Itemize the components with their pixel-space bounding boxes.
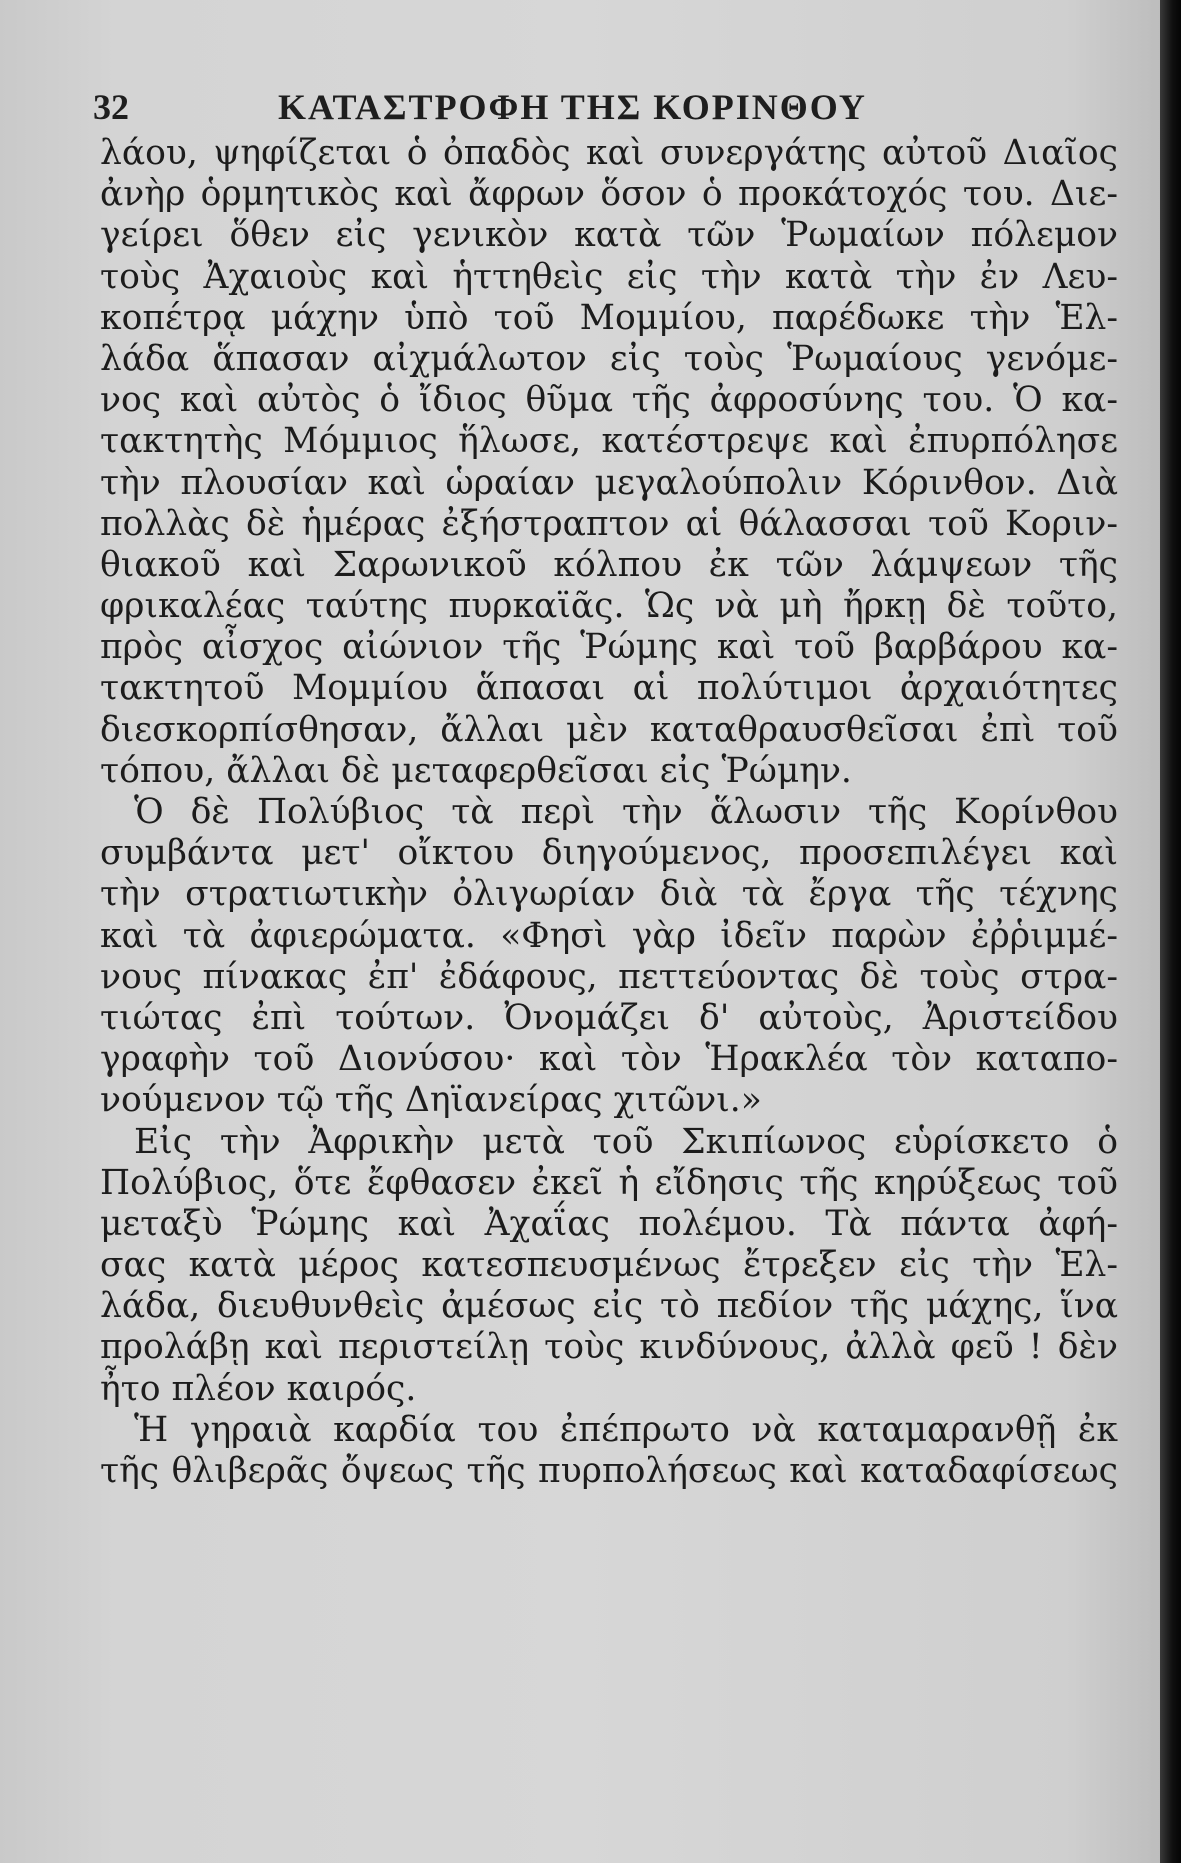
- text-line: Ἡ γηραιὰ καρδία του ἐπέπρωτο νὰ καταμαρανθῇ ἐκ: [134, 1409, 1118, 1450]
- text-line: τόπου, ἄλλαι δὲ μεταφερθεῖσαι εἰς Ῥώμην.: [100, 750, 852, 791]
- text-line: νους πίνακας ἐπ' ἐδάφους, πεττεύοντας δὲ τοὺς στρα-: [100, 956, 1118, 997]
- text-line: διεσκορπίσθησαν, ἄλλαι μὲν καταθραυσθεῖσαι ἐπὶ τοῦ: [100, 709, 1118, 750]
- text-line: ἦτο πλέον καιρός.: [100, 1368, 417, 1409]
- text-line: λάδα, διευθυνθεὶς ἀμέσως εἰς τὸ πεδίον τῆς μάχης, ἵνα: [100, 1286, 1118, 1327]
- text-line: γραφὴν τοῦ Διονύσου· καὶ τὸν Ἡρακλέα τὸν καταπο-: [100, 1039, 1118, 1080]
- text-line: τοὺς Ἀχαιοὺς καὶ ἡττηθεὶς εἰς τὴν κατὰ τὴν ἐν Λευ-: [100, 256, 1118, 297]
- text-line: ἀνὴρ ὁρμητικὸς καὶ ἄφρων ὅσον ὁ προκάτοχός του. Διε-: [100, 174, 1118, 215]
- text-line: συμβάντα μετ' οἴκτου διηγούμενος, προσεπιλέγει καὶ: [100, 833, 1118, 874]
- text-line: κοπέτρᾳ μάχην ὑπὸ τοῦ Μομμίου, παρέδωκε τὴν Ἑλ-: [100, 297, 1118, 338]
- page-number: 32: [93, 87, 129, 127]
- text-line: τακτητὴς Μόμμιος ἥλωσε, κατέστρεψε καὶ ἐπυρπόλησε: [100, 421, 1118, 462]
- text-line: θιακοῦ καὶ Σαρωνικοῦ κόλπου ἐκ τῶν λάμψεων τῆς: [100, 544, 1118, 585]
- text-line: φρικαλέας ταύτης πυρκαϊᾶς. Ὡς νὰ μὴ ἤρκῃ δὲ τοῦτο,: [100, 586, 1118, 627]
- text-line: προλάβῃ καὶ περιστείλῃ τοὺς κινδύνους, ἀλλὰ φεῦ ! δὲν: [100, 1327, 1118, 1368]
- page-header: [93, 86, 1093, 126]
- text-line: γείρει ὅθεν εἰς γενικὸν κατὰ τῶν Ῥωμαίων πόλεμον: [100, 215, 1118, 256]
- body-text: [100, 133, 1118, 1492]
- text-line: τῆς θλιβερᾶς ὄψεως τῆς πυρπολήσεως καὶ καταδαφίσεως: [100, 1451, 1118, 1491]
- text-line: καὶ τὰ ἀφιερώματα. «Φησὶ γὰρ ἰδεῖν παρὼν ἐῤῥιμμέ-: [100, 915, 1118, 956]
- text-line: τὴν στρατιωτικὴν ὀλιγωρίαν διὰ τὰ ἔργα τῆς τέχνης: [100, 874, 1118, 915]
- text-line: Εἰς τὴν Ἀφρικὴν μετὰ τοῦ Σκιπίωνος εὑρίσκετο ὁ: [134, 1121, 1118, 1162]
- text-line: λάου, ψηφίζεται ὁ ὀπαδὸς καὶ συνεργάτης αὐτοῦ Διαῖος: [100, 133, 1118, 173]
- text-line: νος καὶ αὐτὸς ὁ ἴδιος θῦμα τῆς ἀφροσύνης του. Ὁ κα-: [100, 380, 1118, 421]
- text-line: Ὁ δὲ Πολύβιος τὰ περὶ τὴν ἅλωσιν τῆς Κορίνθου: [134, 792, 1118, 832]
- text-line: νούμενον τῷ τῆς Δηϊανείρας χιτῶνι.»: [100, 1080, 762, 1121]
- text-line: σας κατὰ μέρος κατεσπευσμένως ἔτρεξεν εἰς τὴν Ἑλ-: [100, 1245, 1118, 1286]
- text-line: μεταξὺ Ῥώμης καὶ Ἀχαΐας πολέμου. Τὰ πάντα ἀφή-: [100, 1203, 1118, 1244]
- text-line: τὴν πλουσίαν καὶ ὡραίαν μεγαλούπολιν Κόρινθον. Διὰ: [100, 462, 1118, 503]
- text-line: πολλὰς δὲ ἡμέρας ἐξήστραπτον αἱ θάλασσαι τοῦ Κοριν-: [100, 503, 1118, 544]
- text-line: τακτητοῦ Μομμίου ἅπασαι αἱ πολύτιμοι ἀρχαιότητες: [100, 668, 1118, 709]
- text-line: πρὸς αἶσχος αἰώνιον τῆς Ῥώμης καὶ τοῦ βαρβάρου κα-: [100, 627, 1118, 668]
- running-title: ΚΑΤΑΣΤΡΟΦΗ ΤΗΣ ΚΟΡΙΝΘΟΥ: [278, 87, 867, 127]
- book-spine-shadow: [1160, 0, 1181, 1863]
- text-line: λάδα ἅπασαν αἰχμάλωτον εἰς τοὺς Ῥωμαίους γενόμε-: [100, 338, 1118, 379]
- text-line: τιώτας ἐπὶ τούτων. Ὀνομάζει δ' αὐτοὺς, Ἀριστείδου: [100, 997, 1118, 1038]
- text-line: Πολύβιος, ὅτε ἔφθασεν ἐκεῖ ἡ εἴδησις τῆς κηρύξεως τοῦ: [100, 1162, 1118, 1203]
